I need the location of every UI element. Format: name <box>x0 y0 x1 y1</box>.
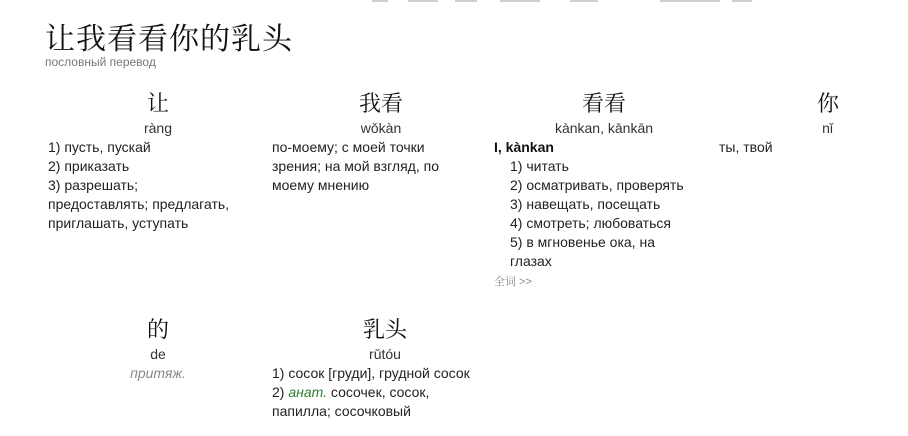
definition-line: приглашать, уступать <box>48 215 189 231</box>
hanzi[interactable]: 看看 <box>581 92 626 117</box>
hanzi[interactable]: 我看 <box>358 92 403 117</box>
definition-line: 3) навещать, посещать <box>510 196 661 212</box>
word-block-de <box>48 318 268 383</box>
pinyin: ràng <box>143 120 173 136</box>
subtitle: пословный перевод <box>45 55 156 69</box>
sense-number: 2) <box>272 384 285 400</box>
full-entry-link[interactable]: 全词 >> <box>494 276 532 288</box>
pinyin: nǐ <box>822 120 833 136</box>
definition-line: 4) смотреть; любоваться <box>510 215 671 231</box>
hanzi[interactable]: 的 <box>146 318 169 343</box>
word-block-rutou <box>272 318 498 421</box>
pinyin: wǒkàn <box>360 120 402 136</box>
definition-line: 2) осматривать, проверять <box>510 177 684 193</box>
definitions <box>48 138 268 233</box>
definition-line: 1) читать <box>510 158 569 174</box>
definitions <box>272 138 490 195</box>
definition-line: 5) в мгновенье ока, на <box>510 234 655 250</box>
pinyin: rǔtóu <box>369 346 401 362</box>
definition-line: зрения; на мой взгляд, по <box>272 158 439 174</box>
hanzi[interactable]: 让 <box>146 92 169 117</box>
definitions <box>719 138 899 157</box>
definition-line: 1) пусть, пускай <box>48 139 151 155</box>
definition-line: 1) сосок [груди], грудной сосок <box>272 365 470 381</box>
word-block-rang <box>48 92 268 233</box>
page-title: 让我看看你的乳头 <box>45 22 293 57</box>
definition-line: ты, твой <box>719 139 773 155</box>
definitions <box>494 138 714 292</box>
definition-line: моему мнению <box>272 177 370 193</box>
definitions <box>272 364 498 421</box>
word-block-wokan <box>272 92 490 195</box>
definition-line: 2) приказать <box>48 158 130 174</box>
hanzi[interactable]: 你 <box>816 92 839 117</box>
domain-label: анат. <box>288 384 328 400</box>
word-block-kankan <box>494 92 714 292</box>
word-block-ni <box>719 92 899 157</box>
hanzi[interactable]: 乳头 <box>362 318 407 343</box>
definition-line: папилла; сосочковый <box>272 403 411 419</box>
pinyin: kànkan, kānkān <box>554 120 654 136</box>
definition-line: глазах <box>510 253 552 269</box>
definition-line: по-моему; с моей точки <box>272 139 425 155</box>
definition-line: предоставлять; предлагать, <box>48 196 230 212</box>
pinyin: de <box>150 346 166 362</box>
definition-line: 3) разрешать; <box>48 177 139 193</box>
part-of-speech-label: притяж. <box>130 365 186 381</box>
definition-line <box>272 383 498 402</box>
definition-text: сосочек, сосок, <box>330 384 430 400</box>
top-scroll-remnant <box>360 0 760 3</box>
sense-heading: I, kànkan <box>494 139 554 155</box>
